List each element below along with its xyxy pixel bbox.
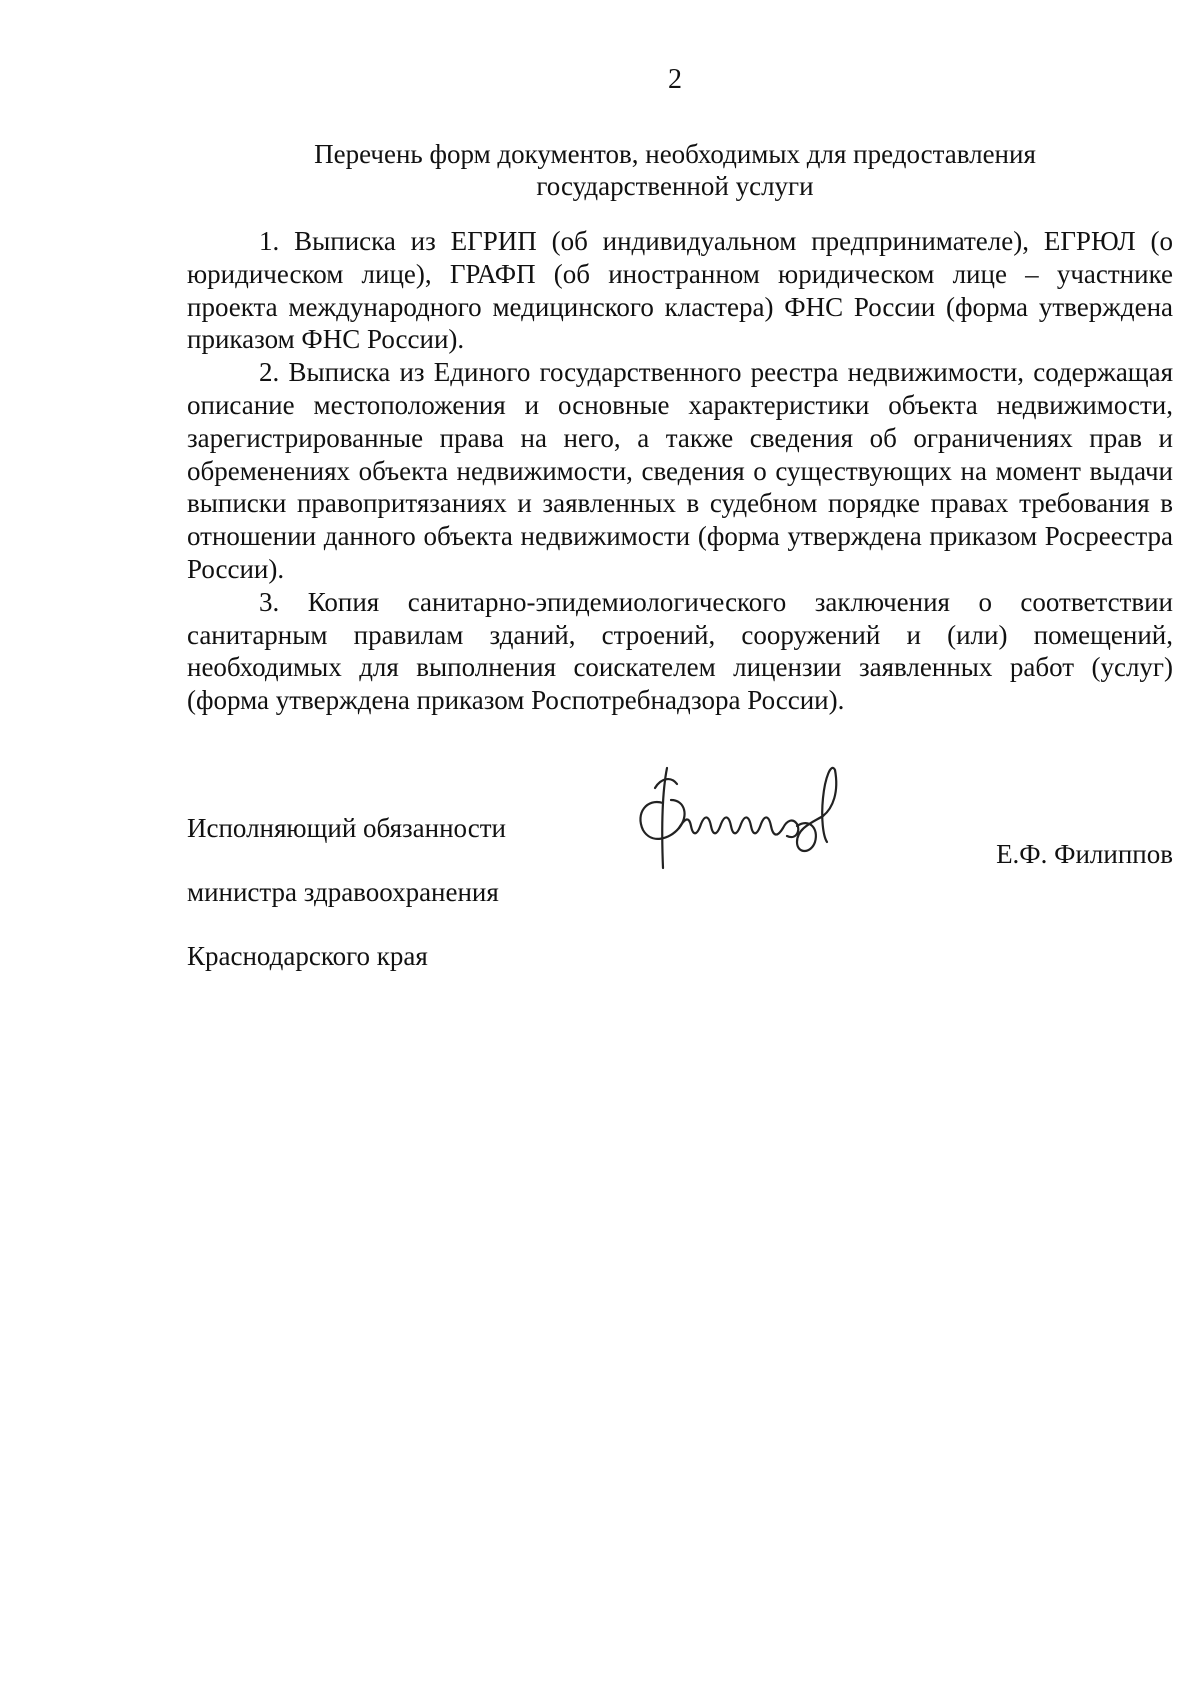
document-title <box>240 138 1110 202</box>
list-item: 3. Копия санитарно-эпидемиологического заключения о соответствии санитарным правилам зданий, строений, сооружений и (или) помещений, необходимых для выполнения соискателем лицензии заявленных работ (услуг) (форма утверждена приказом Роспотребнадзора России). <box>187 586 1173 716</box>
signer-position-line-1: Исполняющий обязанности <box>187 813 506 843</box>
title-line-1: Перечень форм документов, необходимых для предоставления <box>314 139 1036 169</box>
title-line-2: государственной услуги <box>536 171 814 201</box>
signature-block <box>187 780 1173 971</box>
list-item: 1. Выписка из ЕГРИП (об индивидуальном предпринимателе), ЕГРЮЛ (о юридическом лице), ГРАФП (об иностранном юридическом лице – участнике проекта международного медицинского кластера) ФНС России (форма утверждена приказом ФНС России). <box>187 226 1173 355</box>
signer-position <box>187 780 506 1004</box>
signer-position-line-3: Краснодарского края <box>187 941 428 971</box>
list-item: 2. Выписка из Единого государственного реестра недвижимости, содержащая описание местоположения и основные характеристики объекта недвижимости, зарегистрированные права на него, а также сведения об ограничениях прав и обременениях объекта недвижимости, сведения о существующих на момент выдачи выписки правопритязаниях и заявленных в судебном порядке правах требования в отношении данного объекта недвижимости (форма утверждена приказом Росреестра России). <box>187 357 1173 584</box>
signer-name: Е.Ф. Филиппов <box>996 839 1173 869</box>
page-number: 2 <box>668 64 682 95</box>
document-list <box>187 225 1173 717</box>
signer-position-line-2: министра здравоохранения <box>187 877 499 907</box>
handwritten-signature <box>627 758 867 878</box>
